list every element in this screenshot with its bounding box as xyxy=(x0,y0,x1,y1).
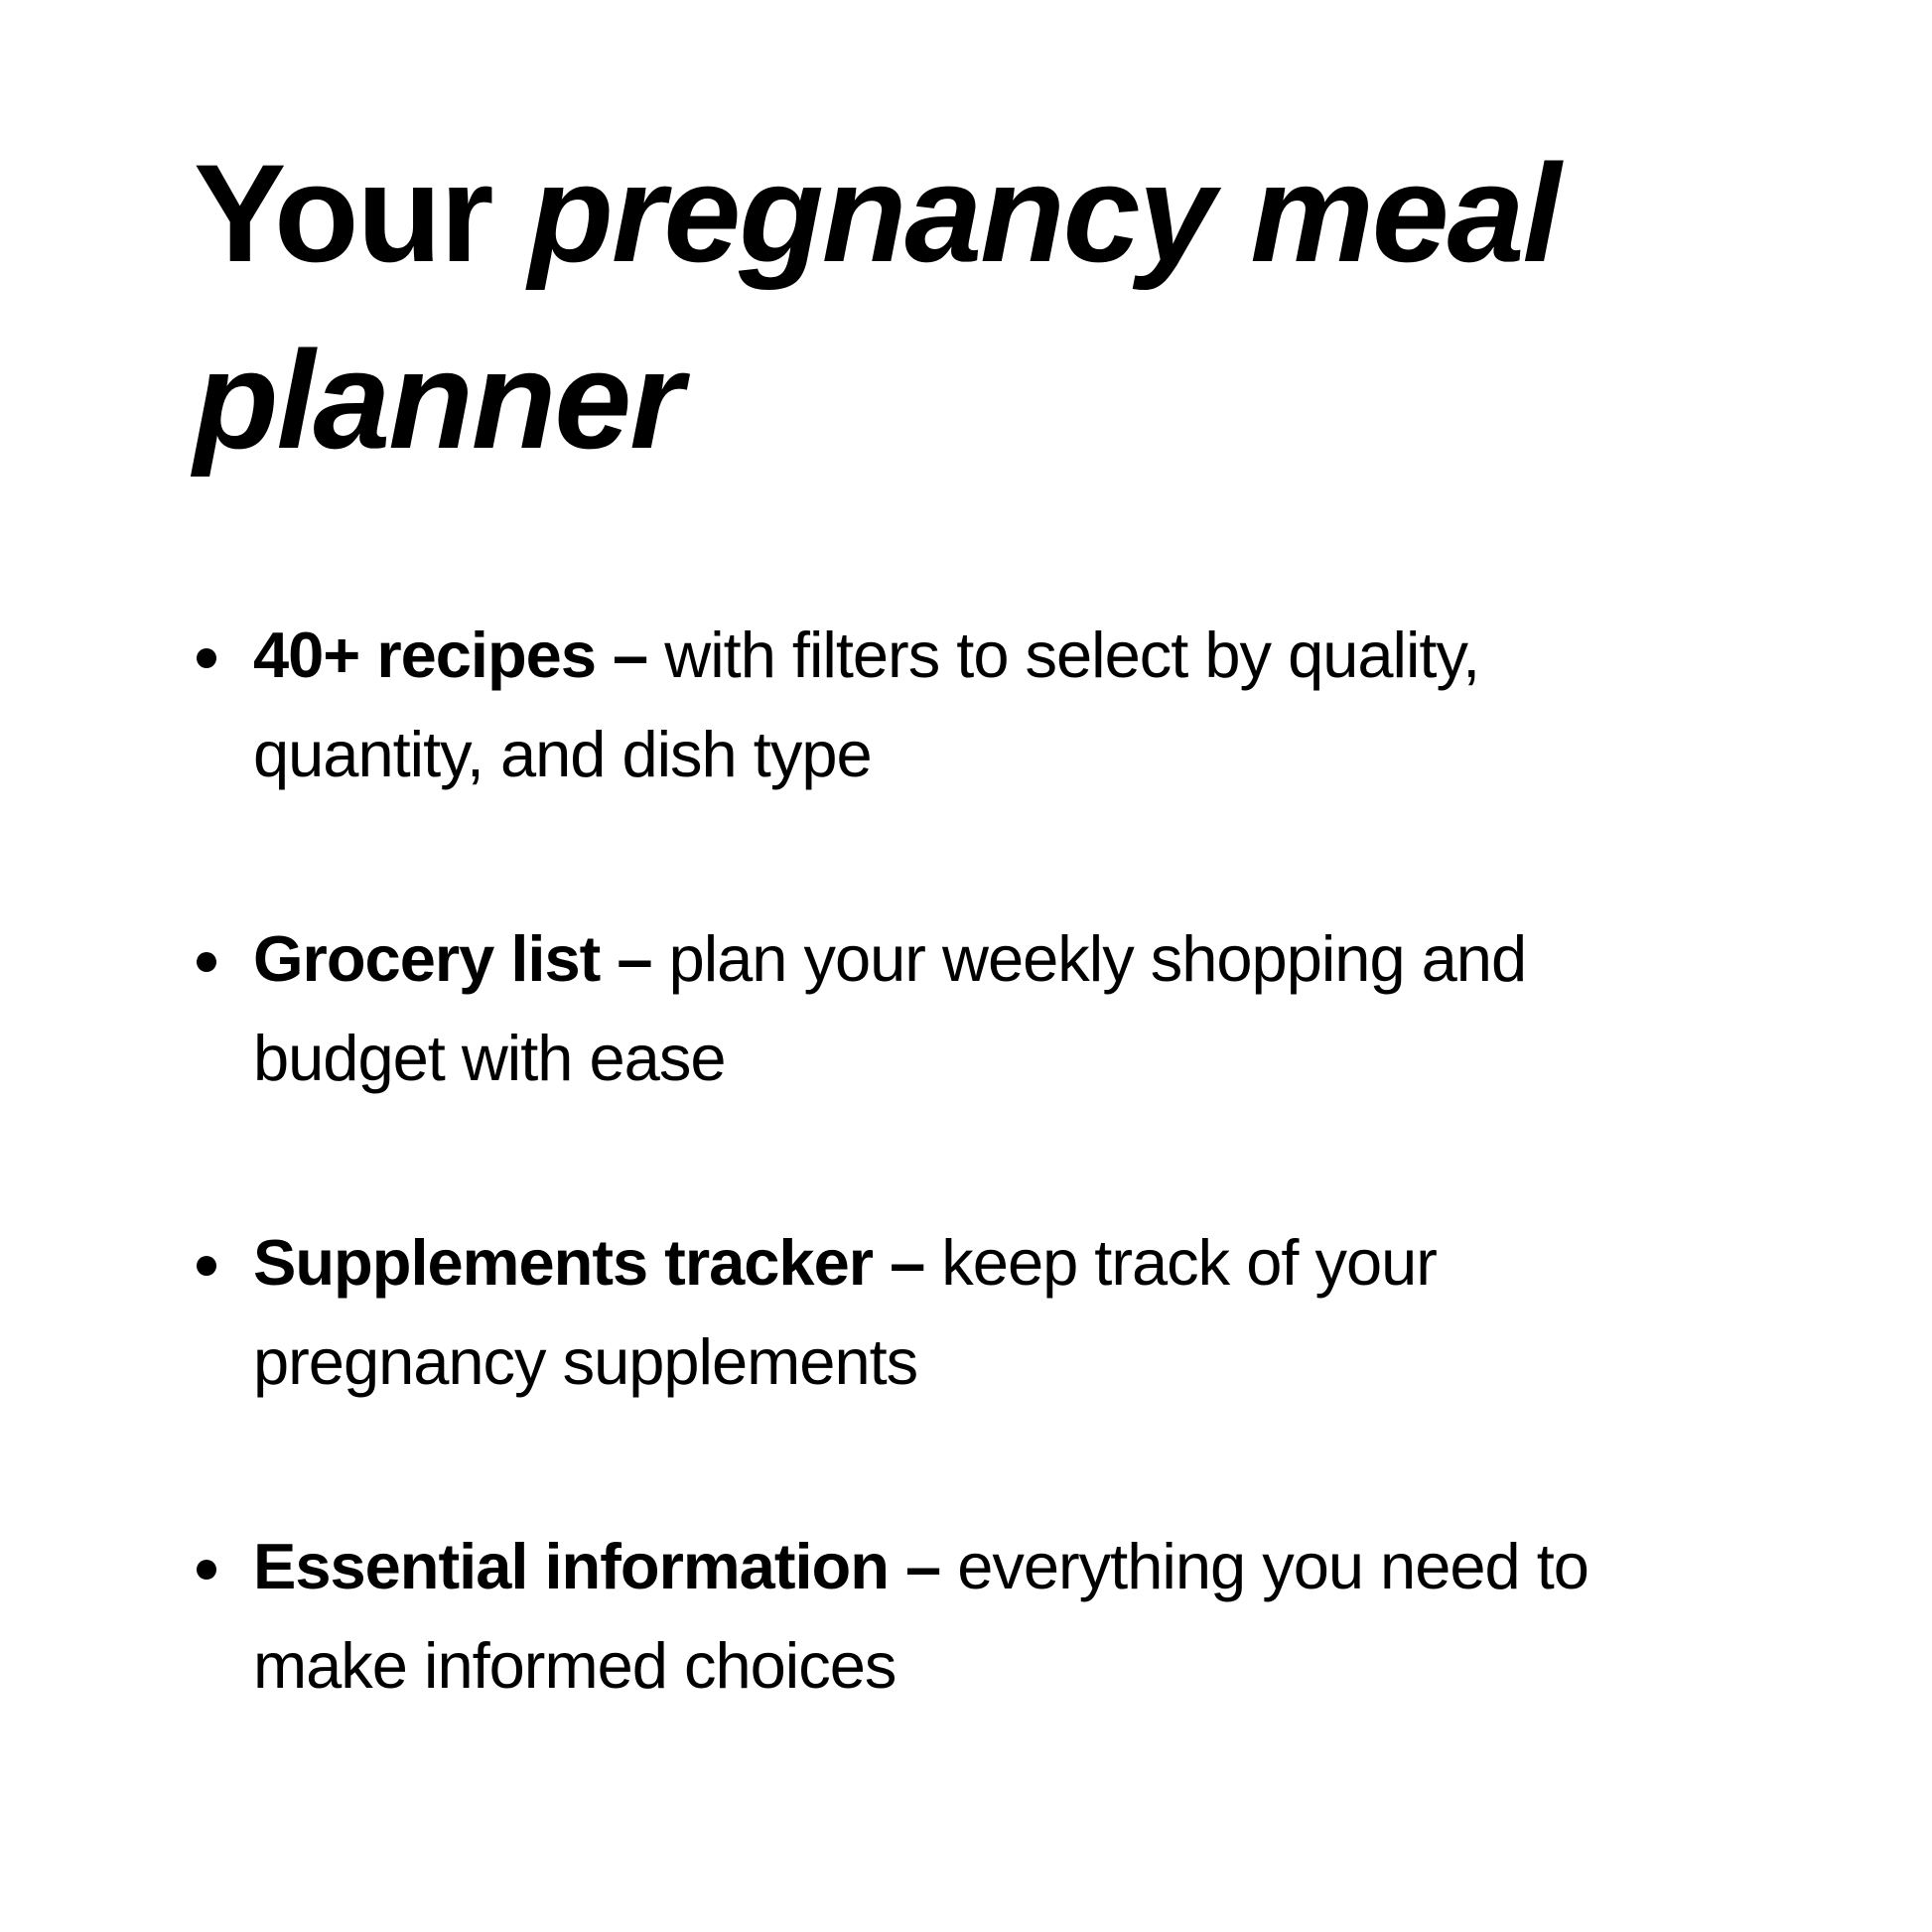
list-item-lead: Supplements tracker – xyxy=(253,1226,925,1299)
list-item-text xyxy=(253,1213,1437,1412)
bullet-icon xyxy=(197,648,216,668)
bullet-icon xyxy=(197,1256,216,1276)
list-item-desc-line1: with filters to select by quality, xyxy=(664,619,1480,691)
list-item-lead: 40+ recipes – xyxy=(253,619,648,691)
list-item xyxy=(194,1517,1763,1716)
list-item-desc-line1: everything you need to xyxy=(957,1530,1588,1602)
list-item-text xyxy=(253,606,1479,804)
bullet-icon xyxy=(197,1560,216,1580)
list-item-desc-line2: make informed choices xyxy=(253,1629,897,1702)
list-item-desc-line1: keep track of your xyxy=(941,1226,1437,1299)
list-item-desc-line2: pregnancy supplements xyxy=(253,1325,918,1398)
list-item xyxy=(194,606,1763,804)
title-emphasis-line2: planner xyxy=(194,322,682,478)
list-item-text xyxy=(253,909,1526,1108)
page-title xyxy=(194,0,1763,493)
list-item xyxy=(194,909,1763,1108)
list-item-lead: Essential information – xyxy=(253,1530,941,1602)
title-emphasis-line1: pregnancy meal xyxy=(528,135,1560,291)
title-prefix: Your xyxy=(194,135,492,291)
feature-list xyxy=(194,606,1763,1716)
list-item-lead: Grocery list – xyxy=(253,922,652,995)
list-item-text xyxy=(253,1517,1588,1716)
list-item-desc-line1: plan your weekly shopping and xyxy=(668,922,1527,995)
bullet-icon xyxy=(197,952,216,972)
list-item xyxy=(194,1213,1763,1412)
list-item-desc-line2: quantity, and dish type xyxy=(253,718,872,790)
list-item-desc-line2: budget with ease xyxy=(253,1022,726,1094)
